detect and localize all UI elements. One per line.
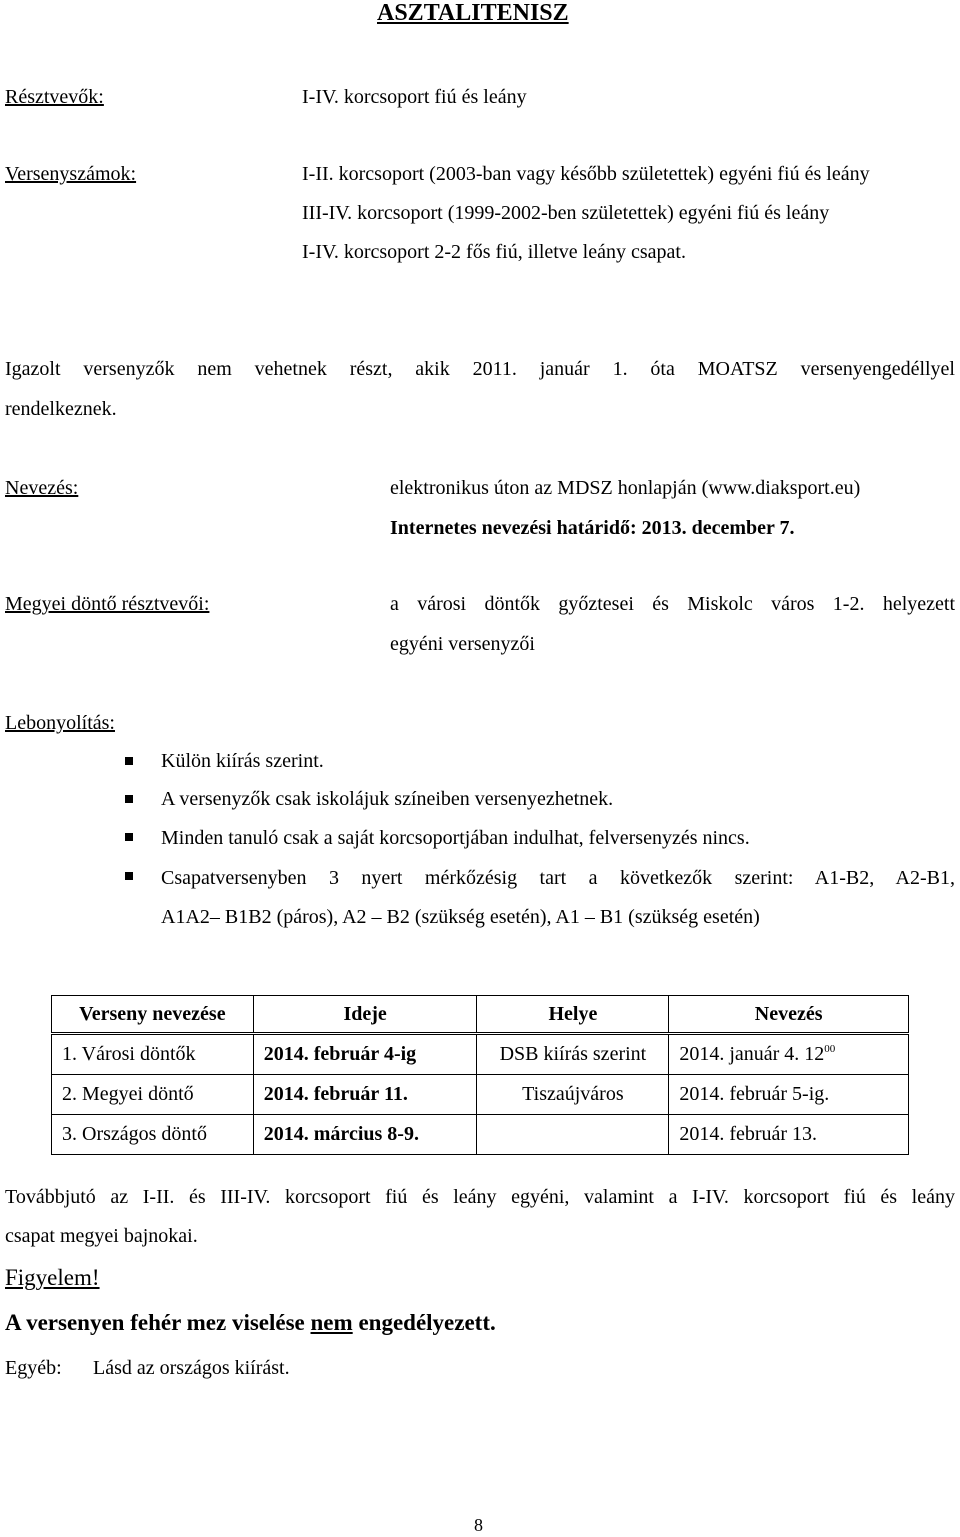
warning-text-after: engedélyezett. (352, 1310, 496, 1335)
county-final-line-2: egyéni versenyzői (390, 633, 535, 655)
county-final-label: Megyei döntő résztvevői: (5, 593, 210, 615)
participants-label: Résztvevők: (5, 86, 104, 108)
conduct-team-line-1: Csapatversenyben 3 nyert mérkőzésig tart a következők szerint: A1-B2, A2-B1, (161, 867, 955, 889)
table-cell: 1. Városi döntők (52, 1034, 254, 1075)
conduct-item-2: A versenyzők csak iskolájuk színeiben versenyezhetnek. (161, 788, 614, 810)
bullet-icon (125, 757, 133, 765)
events-line-1: I-II. korcsoport (2003-ban vagy később születettek) egyéni fiú és leány (302, 163, 870, 185)
other-value: Lásd az országos kiírást. (93, 1357, 290, 1379)
county-final-line-1: a városi döntők győztesei és Miskolc város 1-2. helyezett (390, 593, 955, 615)
events-label: Versenyszámok: (5, 163, 137, 185)
entry-value: elektronikus úton az MDSZ honlapján (www.diaksport.eu) (390, 477, 861, 499)
table-cell: 2014. február 5-ig. (669, 1075, 909, 1115)
participants-value: I-IV. korcsoport fiú és leány (302, 86, 527, 108)
events-line-3: I-IV. korcsoport 2-2 fős fiú, illetve leány csapat. (302, 241, 686, 263)
conduct-team-line-2: A1A2– B1B2 (páros), A2 – B2 (szükség esetén), A1 – B1 (szükség esetén) (161, 906, 760, 928)
table-cell: 3. Országos döntő (52, 1115, 254, 1155)
table-cell: Tiszaújváros (477, 1075, 669, 1115)
page-number: 8 (474, 1515, 483, 1535)
table-cell: 2. Megyei döntő (52, 1075, 254, 1115)
bullet-icon (125, 872, 133, 880)
entry-label: Nevezés: (5, 477, 79, 499)
conduct-label: Lebonyolítás: (5, 712, 115, 734)
events-line-2: III-IV. korcsoport (1999-2002-ben születettek) egyéni fiú és leány (302, 202, 830, 224)
table-cell (669, 1034, 909, 1075)
table-row (52, 1075, 909, 1115)
table-header: Ideje (253, 996, 477, 1034)
entry-deadline: Internetes nevezési határidő: 2013. december 7. (390, 517, 795, 539)
table-header-row (52, 996, 909, 1034)
bullet-icon (125, 795, 133, 803)
table-header: Helye (477, 996, 669, 1034)
table-cell: 2014. február 4-ig (253, 1034, 477, 1075)
table-cell: 2014. február 13. (669, 1115, 909, 1155)
table-cell: 2014. március 8-9. (253, 1115, 477, 1155)
page-title: ASZTALITENISZ (377, 0, 569, 26)
table-cell (477, 1115, 669, 1155)
advance-line-1: Továbbjutó az I-II. és III-IV. korcsoport fiú és leány egyéni, valamint a I-IV. korcsoport fiú és leány (5, 1186, 955, 1208)
table-cell-text: 2014. január 4. 12 (679, 1043, 825, 1065)
licensed-note-line-2: rendelkeznek. (5, 398, 117, 420)
table-row (52, 1115, 909, 1155)
advance-line-2: csapat megyei bajnokai. (5, 1225, 198, 1247)
table-cell-sup: 00 (824, 1043, 836, 1055)
warning-text-underlined: nem (310, 1310, 353, 1335)
table-cell: DSB kiírás szerint (477, 1034, 669, 1075)
warning-heading: Figyelem! (5, 1265, 100, 1290)
table-header: Verseny nevezése (52, 996, 254, 1034)
other-label: Egyéb: (5, 1357, 62, 1379)
licensed-note-line-1: Igazolt versenyzők nem vehetnek részt, akik 2011. január 1. óta MOATSZ versenyengedéllyel (5, 358, 955, 380)
schedule-table (51, 995, 909, 1155)
conduct-item-1: Külön kiírás szerint. (161, 750, 324, 772)
conduct-item-3: Minden tanuló csak a saját korcsoportjában indulhat, felversenyzés nincs. (161, 827, 750, 849)
table-header: Nevezés (669, 996, 909, 1034)
warning-text-before: A versenyen fehér mez viselése (5, 1310, 311, 1335)
table-cell: 2014. február 11. (253, 1075, 477, 1115)
warning-text (5, 1309, 496, 1337)
bullet-icon (125, 833, 133, 841)
table-row (52, 1034, 909, 1075)
